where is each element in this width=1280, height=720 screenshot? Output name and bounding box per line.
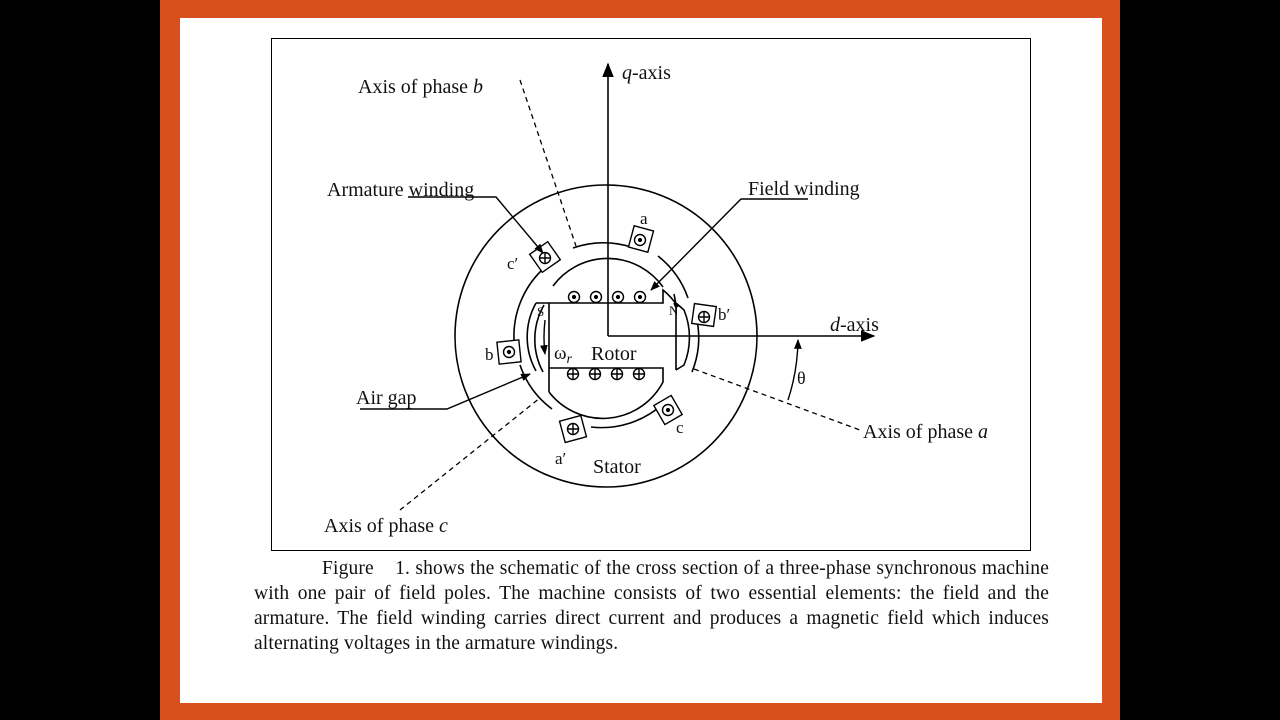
armature-winding-label: Armature winding [327, 179, 475, 201]
coil-c-label: c [676, 418, 684, 437]
field-conductor-dot-icon [591, 292, 602, 303]
figure-caption [254, 556, 1049, 656]
omega-r-label: $\omega_r$ [554, 343, 572, 367]
axis-phase-a-line [694, 369, 860, 430]
coil-a-prime-cross-icon [568, 424, 579, 435]
field-winding-leader [651, 199, 808, 290]
field-conductor-cross-icon [590, 369, 601, 380]
field-conductor-dot-icon [635, 292, 646, 303]
armature-winding-leader [408, 197, 543, 253]
field-conductor-cross-icon [568, 369, 579, 380]
axis-phase-a-label: Axis of phase a [863, 421, 988, 443]
pole-s-label: S [537, 304, 545, 319]
d-axis-label: d-axis [830, 314, 879, 336]
air-gap-label: Air gap [356, 387, 417, 409]
caption-text: shows the schematic of the cross section of a three-phase synchronous machine with one pair of field poles. The machine consists of two essential elements: the field and the armature. The field winding carries direct current and produces a magnetic field which induces alternating voltages in the armature windings. [254, 558, 1050, 654]
rotor-label: Rotor [591, 343, 637, 365]
coil-c-prime-cross-icon [540, 253, 551, 264]
pole-n-label: N [669, 303, 679, 318]
stator-label: Stator [593, 456, 641, 478]
q-axis-label: q-axis [622, 62, 671, 84]
field-conductor-dot-icon [569, 292, 580, 303]
theta-label: θ [797, 368, 806, 388]
field-conductor-cross-icon [634, 369, 645, 380]
figure-number: 1. [395, 558, 411, 579]
coil-b-label: b [485, 345, 494, 364]
axis-phase-b-line [520, 80, 576, 246]
axis-phase-b-label: Axis of phase b [358, 76, 483, 98]
coil-a-prime-label: a′ [555, 449, 567, 468]
coil-c-prime-label: c′ [507, 254, 519, 273]
coil-b-prime-cross-icon [699, 312, 710, 323]
figure-label: Figure [322, 558, 374, 579]
field-conductor-dot-icon [613, 292, 624, 303]
omega-arrow [544, 320, 545, 354]
field-conductor-cross-icon [612, 369, 623, 380]
coil-a-label: a [640, 209, 648, 228]
coil-b-prime-label: b′ [718, 305, 731, 324]
field-winding-label: Field winding [748, 178, 860, 200]
axis-phase-c-line [400, 398, 540, 510]
axis-phase-c-label: Axis of phase c [324, 515, 448, 537]
